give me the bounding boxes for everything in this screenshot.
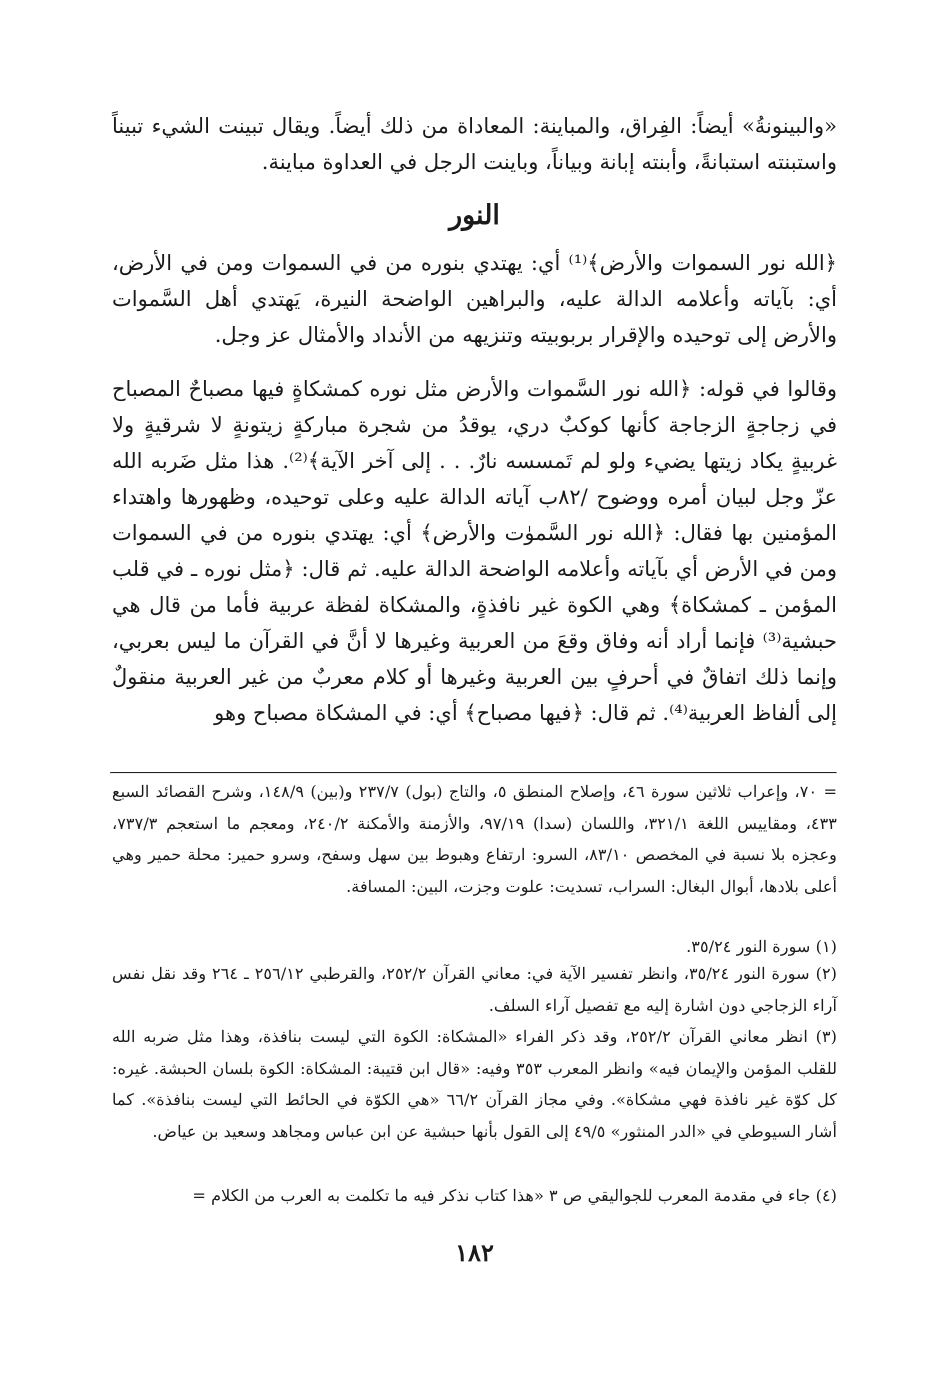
footnote-4: (٤) جاء في مقدمة المعرب للجواليقي ص ٣ «هذا كتاب نذكر فيه ما تكلمت به العرب من الكلام =: [192, 1186, 837, 1205]
paragraph-nur-verse: ﴿الله نور السموات والأرض﴾⁽¹⁾ أي: يهتدي بنوره من في السموات ومن في الأرض، أي: بآياته وأعلامه الدالة عليه، والبراهين الواضحة النيرة، يَهتدي أهل السَّموات والأرض إلى توحيده والإقرار بربوبيته وتنزيهه من الأنداد والأمثال عز وجل.: [112, 251, 837, 347]
footnote-continued: = ٧٠، وإعراب ثلاثين سورة ٤٦، وإصلاح المنطق ٥، والتاج (بول) ٢٣٧/٧ و(بين) ١٤٨/٩، وشرح القصائد السبع ٤٣٣، ومقاييس اللغة ٣٢١/١، واللسان (سدا) ٩٧/١٩، والأزمنة والأمكنة ٢٤٠/٢، ومعجم ما استعجم ٧٣٧/٣، وعجزه بلا نسبة في المخصص ٨٣/١٠، السرو: ارتفاع وهبوط بين سهل وسفح، وسرو حمير: محلة حمير وهي أعلى بلادها، أبوال البغال: السراب، تسديت: علوت وجزت، البين: المسافة.: [112, 782, 838, 896]
page-number: ١٨٢: [455, 1238, 494, 1267]
footnote-divider: [110, 772, 837, 774]
footnote-1: (١) سورة النور ٣٥/٢٤.: [686, 937, 837, 956]
footnote-3: (٣) انظر معاني القرآن ٢٥٢/٢، وقد ذكر الفراء «المشكاة: الكوة التي ليست بنافذة، وهذا مثل ضربه الله للقلب المؤمن والإيمان فيه» وانظر المعرب ٣٥٣ وفيه: «قال ابن قتيبة: المشكاة: الكوة بلسان الحبشة. غيره: كل كوّة غير نافذة فهي مشكاة». وفي مجاز القرآن ٦٦/٢ «هي الكوّة في الحائط التي ليست بنافذة». كما أشار السيوطي في «الدر المنثور» ٤٩/٥ إلى القول بأنها حبشية عن ابن عباس ومجاهد وسعيد بن عياض.: [112, 1027, 838, 1141]
section-title: النور: [449, 200, 500, 231]
paragraph-mishkat: وقالوا في قوله: ﴿الله نور السَّموات والأرض مثل نوره كمشكاةٍ فيها مصباحٌ المصباح في زجاجةٍ الزجاجة كأنها كوكبٌ دري، يوقدُ من شجرة مباركةٍ زيتونةٍ لا شرقيةٍ ولا غربيةٍ يكاد زيتها يضيء ولو لم تَمسسه نارٌ. . . إلى آخر الآية﴾⁽²⁾. هذا مثل ضَربه الله عزّ وجل لبيان أمره ووضوح /٨٢ب آياته الدالة عليه وعلى توحيده، وظهورها واهتداء المؤمنين بها فقال: ﴿الله نور السَّموٰت والأرض﴾ أي: يهتدي بنوره من في السموات ومن في الأرض أي بآياته وأعلامه الواضحة الدالة عليه. ثم قال: ﴿مثل نوره ـ في قلب المؤمن ـ كمشكاة﴾ وهي الكوة غير نافذةٍ، والمشكاة لفظة عربية فأما من قال هي حبشية⁽³⁾ فإنما أراد أنه وفاق وقعَ من العربية وغيرها لا أنَّ في القرآن ما ليس بعربي، وإنما ذلك اتفاقٌ في أحرفٍ بين العربية وغيرها أو كلام معربٌ من غير العربية منقولٌ إلى ألفاظ العربية⁽⁴⁾. ثم قال: ﴿فيها مصباح﴾ أي: في المشكاة مصباح وهو: [112, 377, 837, 725]
footnote-2: (٢) سورة النور ٣٥/٢٤، وانظر تفسير الآية في: معاني القرآن ٢٥٢/٢، والقرطبي ٢٥٦/١٢ ـ ٢٦٤ وقد نقل نفس آراء الزجاجي دون اشارة إليه مع تفصيل آراء السلف.: [112, 964, 837, 1015]
intro-paragraph: «والبينونةُ» أيضاً: الفِراق، والمباينة: المعاداة من ذلك أيضاً. ويقال تبينت الشيء تبيناً واستبنته استبانةً، وأبنته إبانة وبياناً، وباينت الرجل في العداوة مباينة.: [112, 114, 837, 174]
